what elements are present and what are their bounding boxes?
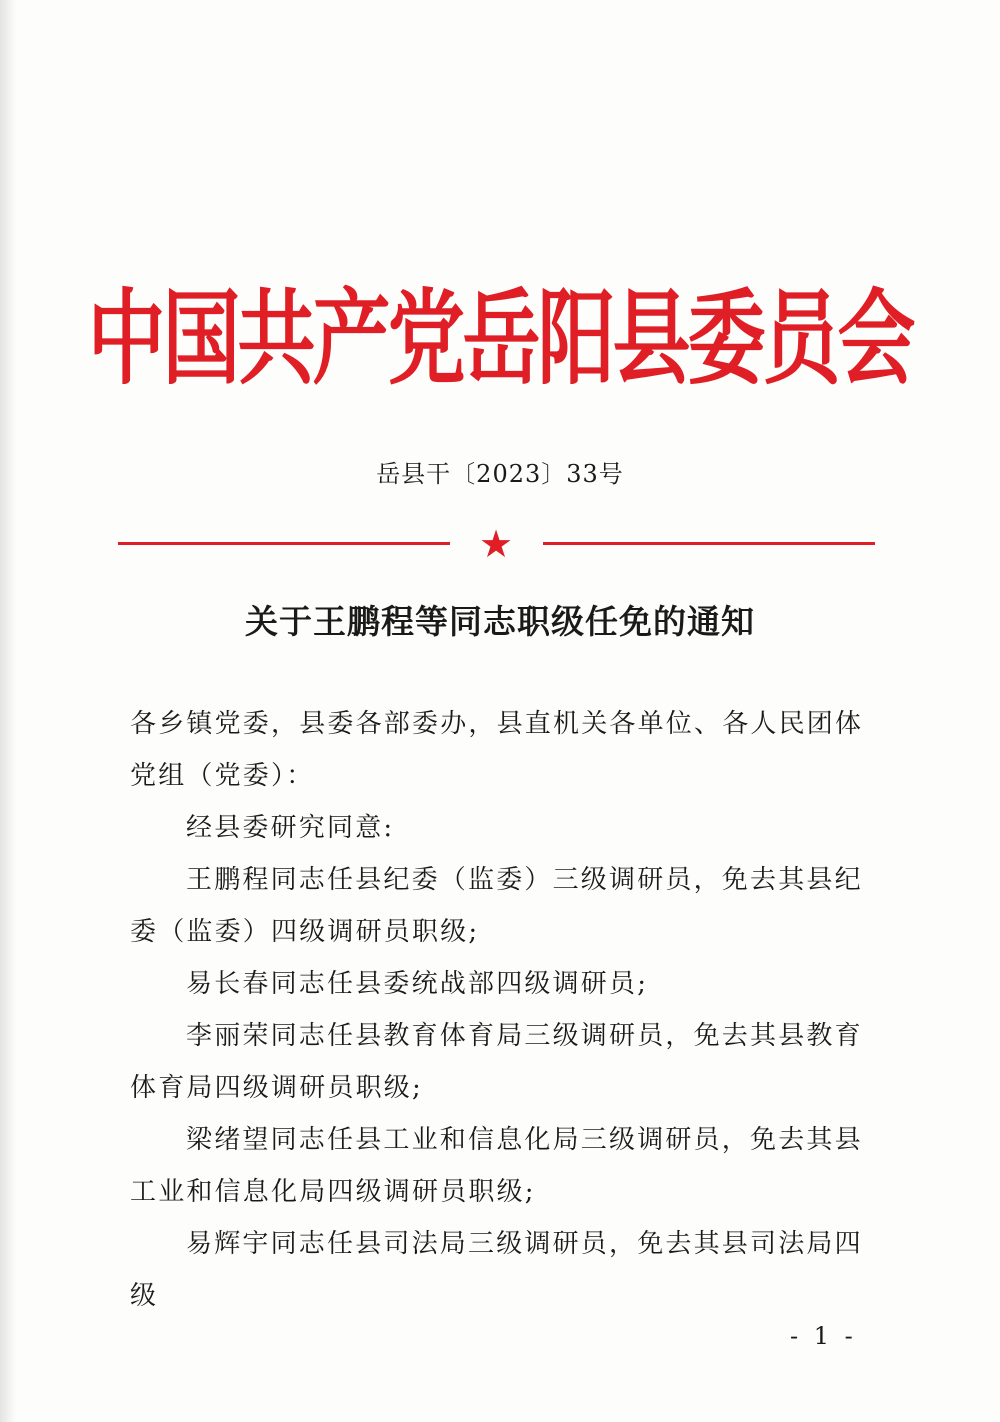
scan-edge-shadow <box>0 0 16 1422</box>
red-rule-left <box>118 542 450 545</box>
star-icon: ★ <box>478 522 514 566</box>
document-number: 岳县干〔2023〕33号 <box>376 460 624 488</box>
recipients-line: 各乡镇党委，县委各部委办，县直机关各单位、各人民团体党组（党委）： <box>130 709 864 791</box>
document-body <box>130 698 870 1322</box>
paragraph: 易长春同志任县委统战部四级调研员; <box>186 969 649 999</box>
paragraph: 经县委研究同意: <box>186 813 395 843</box>
paragraph: 李丽荣同志任县教育体育局三级调研员，免去其县教育体育局四级调研员职级; <box>130 1021 863 1103</box>
red-rule-right <box>543 542 875 545</box>
paragraph: 易辉宇同志任县司法局三级调研员，免去其县司法局四级 <box>130 1229 863 1311</box>
document-title: 关于王鹏程等同志职级任免的通知 <box>245 602 755 641</box>
paragraph: 王鹏程同志任县纪委（监委）三级调研员，免去其县纪委（监委）四级调研员职级; <box>130 865 863 947</box>
paragraph: 梁绪望同志任县工业和信息化局三级调研员，免去其县工业和信息化局四级调研员职级; <box>130 1125 863 1207</box>
masthead: 中国共产党岳阳县委员会 <box>87 280 913 399</box>
page-number: - 1 - <box>790 1322 857 1350</box>
